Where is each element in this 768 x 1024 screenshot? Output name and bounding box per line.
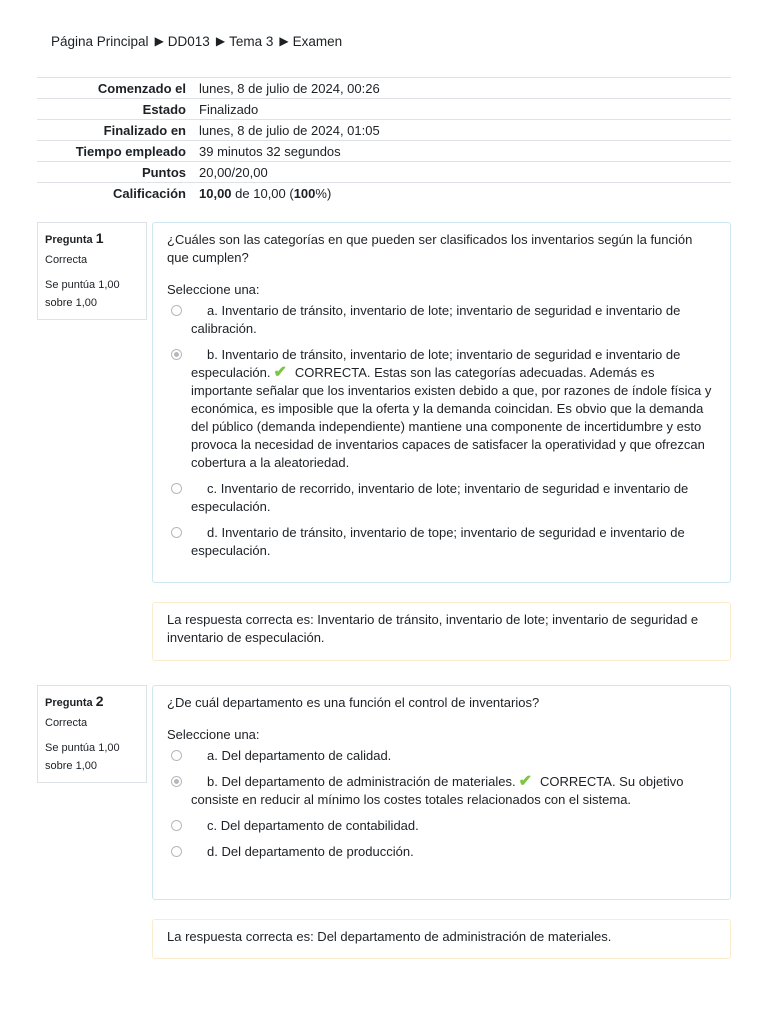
question-number — [45, 230, 139, 246]
right-answer-feedback — [152, 919, 731, 959]
breadcrumb-exam[interactable]: Examen — [292, 33, 343, 49]
summary-row — [37, 78, 731, 99]
right-answer-text: La respuesta correcta es: Del departamento de administración de materiales. — [167, 929, 612, 944]
right-answer-text: La respuesta correcta es: Inventario de tránsito, inventario de lote; inventario de seguridad e inventario de especulación. — [167, 612, 699, 645]
triangle-right-icon: ▶ — [279, 34, 289, 49]
answer-label: c. Del departamento de contabilidad. — [207, 818, 419, 833]
answer-prompt: Seleccione una: — [167, 727, 260, 742]
breadcrumb-topic[interactable]: Tema 3 — [229, 33, 274, 49]
grade-score: 10,00 — [199, 185, 232, 201]
summary-label: Puntos — [141, 164, 186, 180]
answer-option[interactable] — [167, 747, 716, 765]
summary-value: lunes, 8 de julio de 2024, 00:26 — [199, 80, 380, 96]
answer-label: a. Inventario de tránsito, inventario de lote; inventario de seguridad e inventario de calibración. — [191, 303, 681, 336]
question-grade: Se puntúa 1,00 sobre 1,00 — [45, 279, 120, 309]
radio-button[interactable] — [171, 483, 182, 494]
attempt-summary-table — [37, 77, 731, 204]
summary-label: Estado — [142, 101, 186, 117]
answer-option[interactable] — [167, 346, 716, 472]
radio-button[interactable] — [171, 820, 182, 831]
answer-option[interactable] — [167, 773, 716, 809]
answer-option[interactable] — [167, 302, 716, 338]
radio-button-selected[interactable] — [171, 776, 182, 787]
summary-label: Calificación — [113, 185, 186, 201]
answer-option[interactable] — [167, 817, 716, 835]
triangle-right-icon: ▶ — [154, 34, 164, 49]
checkmark-icon: ✔ — [273, 364, 287, 381]
question-grade: Se puntúa 1,00 sobre 1,00 — [45, 742, 120, 772]
answer-label: d. Inventario de tránsito, inventario de tope; inventario de seguridad e inventario de especulación. — [191, 525, 685, 558]
radio-button-selected[interactable] — [171, 349, 182, 360]
grade-percent-suffix: %) — [315, 185, 332, 201]
answer-label: c. Inventario de recorrido, inventario de lote; inventario de seguridad e inventario de especulación. — [191, 481, 689, 514]
question-number — [45, 693, 139, 709]
question-label: Pregunta — [45, 697, 93, 709]
summary-label: Finalizado en — [103, 122, 186, 138]
summary-label: Comenzado el — [97, 80, 186, 96]
summary-row — [37, 162, 731, 183]
summary-row — [37, 141, 731, 162]
breadcrumb — [51, 33, 342, 49]
summary-value: 39 minutos 32 segundos — [199, 143, 341, 159]
breadcrumb-home[interactable]: Página Principal — [51, 33, 149, 49]
question-content — [152, 685, 731, 900]
question-state: Correcta — [45, 254, 88, 266]
summary-value: lunes, 8 de julio de 2024, 01:05 — [199, 122, 380, 138]
question-info — [37, 222, 147, 320]
answer-prompt: Seleccione una: — [167, 282, 260, 297]
answer-feedback: CORRECTA. Estas son las categorías adecuadas. Además es importante señalar que los inventarios existen debido a que, por razones de índole física y económica, es imposible que la oferta y la demanda coincidan. Es obvio que la demanda del público (demanda independiente) mantiene una componente de incertidumbre y esto provoca la necesidad de inventarios capaces de satisfacer la operatividad y que ofrezcan cobertura a la aleatoriedad. — [191, 365, 712, 470]
summary-row — [37, 183, 731, 204]
grade-max: de 10,00 ( — [231, 185, 294, 201]
question-number-value: 1 — [95, 230, 104, 246]
grade-value — [199, 183, 731, 204]
question-label: Pregunta — [45, 234, 93, 246]
answer-label: b. Del departamento de administración de materiales. — [207, 774, 516, 789]
right-answer-feedback — [152, 602, 731, 661]
summary-value: Finalizado — [199, 101, 259, 117]
question-text: ¿Cuáles son las categorías en que pueden ser clasificados los inventarios según la función que cumplen? — [167, 232, 693, 265]
grade-percent: 100 — [293, 185, 316, 201]
answer-label: d. Del departamento de producción. — [207, 844, 414, 859]
radio-button[interactable] — [171, 527, 182, 538]
question-state: Correcta — [45, 717, 88, 729]
question-info — [37, 685, 147, 783]
breadcrumb-course[interactable]: DD013 — [167, 33, 210, 49]
answer-option[interactable] — [167, 524, 716, 560]
question-number-value: 2 — [95, 693, 104, 709]
answer-label: b. Inventario de tránsito, inventario de lote; inventario de seguridad e inventario de especulación. — [191, 347, 681, 380]
answer-label: a. Del departamento de calidad. — [207, 748, 392, 763]
summary-row — [37, 99, 731, 120]
checkmark-icon: ✔ — [518, 773, 532, 790]
summary-label: Tiempo empleado — [75, 143, 186, 159]
summary-value: 20,00/20,00 — [199, 164, 268, 180]
radio-button[interactable] — [171, 305, 182, 316]
triangle-right-icon: ▶ — [215, 34, 226, 49]
radio-button[interactable] — [171, 750, 182, 761]
summary-row — [37, 120, 731, 141]
question-text: ¿De cuál departamento es una función el control de inventarios? — [167, 695, 540, 710]
answer-feedback: CORRECTA. Su objetivo consiste en reducir al mínimo los costes totales relacionados con el sistema. — [191, 774, 684, 807]
question-content — [152, 222, 731, 583]
radio-button[interactable] — [171, 846, 182, 857]
answer-option[interactable] — [167, 843, 716, 861]
answer-option[interactable] — [167, 480, 716, 516]
